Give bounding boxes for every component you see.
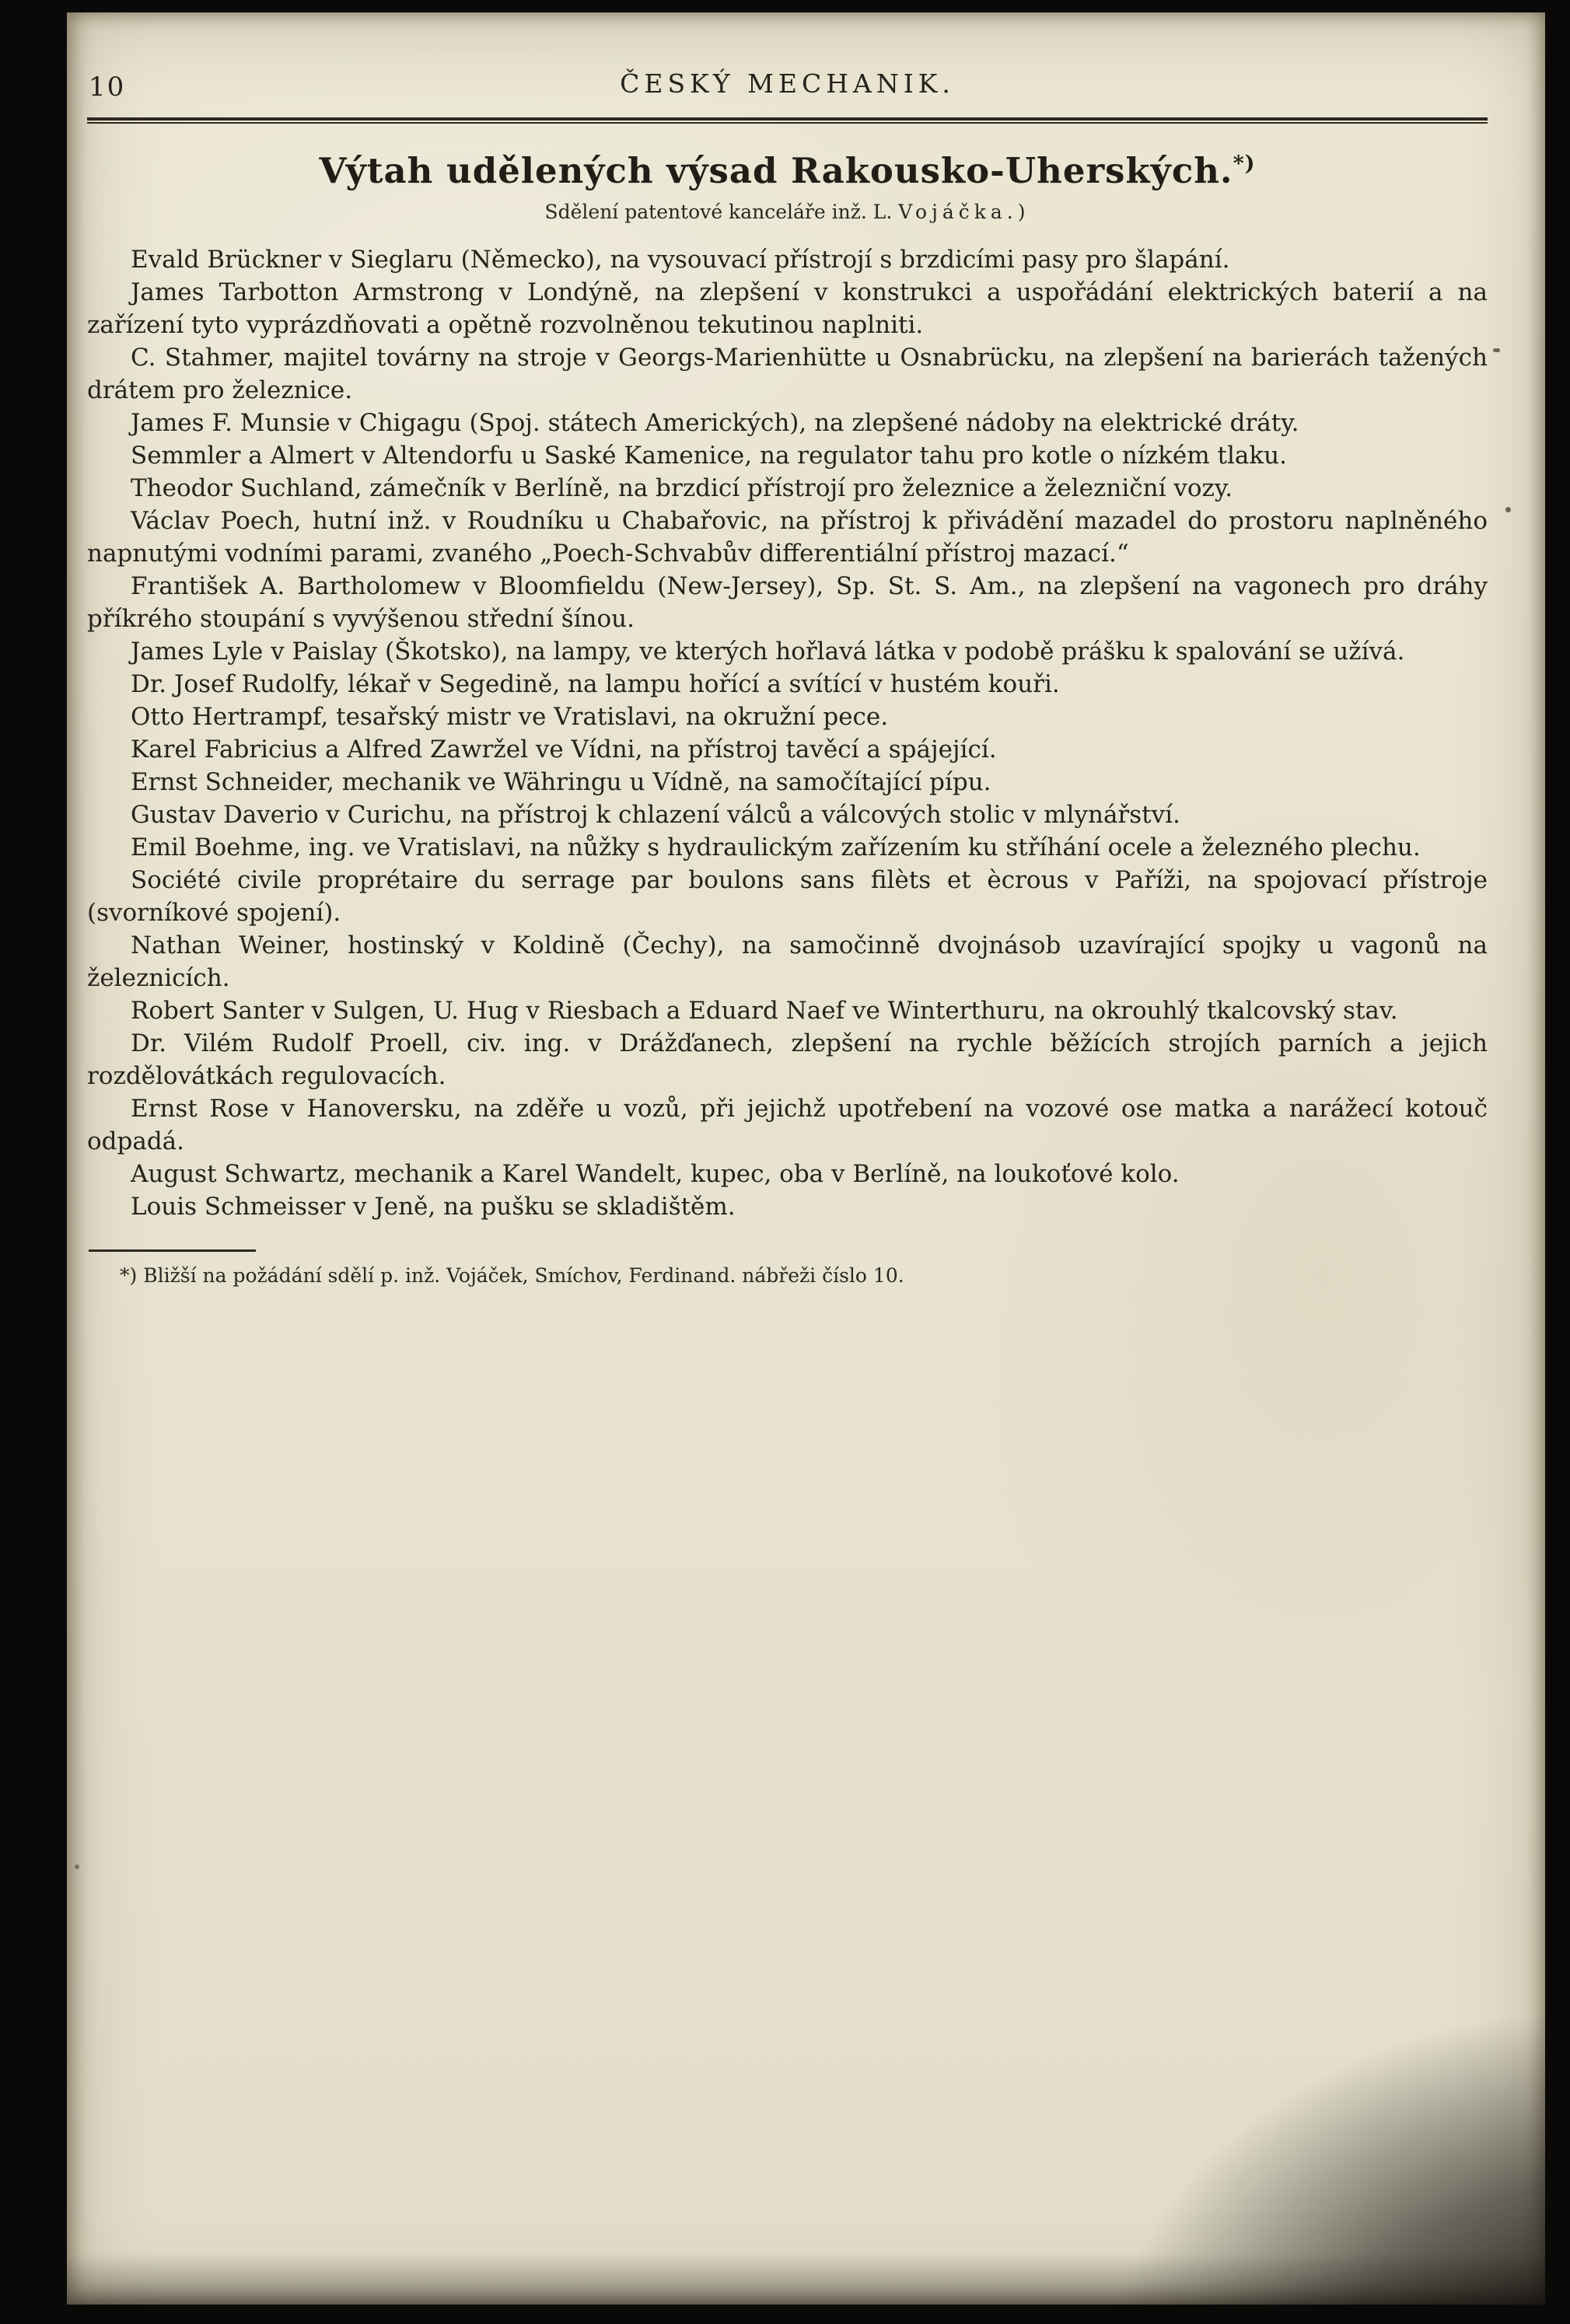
patent-entry: Evald Brückner v Sieglaru (Německo), na vysouvací přístrojí s brzdicími pasy pro šlapání. — [131, 246, 1230, 274]
patent-entry: Václav Poech, hutní inž. v Roudníku u Chabařovic, na přístroj k přivádění mazadel do prostoru naplněného napnutými vodními parami, zvaného „Poech-Schvabův differentiální přístroj mazací.“ — [87, 507, 1488, 568]
patent-entry: Louis Schmeisser v Jeně, na pušku se skladištěm. — [131, 1193, 736, 1221]
article-title-text: Výtah udělených výsad Rakousko-Uherských. — [319, 150, 1233, 191]
patent-entry: Dr. Josef Rudolfy, lékař v Segedině, na lampu hořící a svítící v hustém kouři. — [131, 670, 1060, 698]
page-number: 10 — [89, 72, 126, 103]
article-subtitle — [87, 201, 1488, 223]
footnote-marker: *) — [1233, 152, 1256, 176]
patent-entry: Theodor Suchland, zámečník v Berlíně, na brzdicí přístrojí pro železnice a železniční vozy. — [131, 474, 1233, 502]
patent-entry: Karel Fabricius a Alfred Zawržel ve Vídni, na přístroj tavěcí a spájející. — [131, 736, 997, 764]
header-rule — [87, 117, 1488, 124]
patent-entry: Société civile proprétaire du serrage par boulons sans filèts et ècrous v Paříži, na spojovací přístroje (svorníkové spojení). — [87, 866, 1488, 927]
patent-entry: James F. Munsie v Chigagu (Spoj. státech Amerických), na zlepšené nádoby na elektrické dráty. — [131, 409, 1299, 437]
article-body — [87, 243, 1488, 1223]
patent-entry: Gustav Daverio v Curichu, na přístroj k chlazení válců a válcových stolic v mlynářství. — [131, 801, 1180, 829]
patent-entry: František A. Bartholomew v Bloomfieldu (New-Jersey), Sp. St. S. Am., na zlepšení na vagonech pro dráhy příkrého stoupání s vyvýšenou střední šínou. — [87, 572, 1488, 633]
journal-title: ČESKÝ MECHANIK. — [620, 68, 955, 99]
patent-entry: Robert Santer v Sulgen, U. Hug v Riesbach a Eduard Naef ve Winterthuru, na okrouhlý tkalcovský stav. — [131, 997, 1398, 1025]
patent-entry: Ernst Schneider, mechanik ve Währingu u Vídně, na samočítající pípu. — [131, 768, 991, 796]
bottom-shadow — [67, 2253, 1545, 2305]
page-content — [67, 12, 1545, 1287]
subtitle-name: Vojáčka.) — [898, 201, 1030, 223]
patent-entry: James Lyle v Paislay (Škotsko), na lampy, ve kterých hořlavá látka v podobě prášku k spalování se užívá. — [131, 638, 1405, 666]
patent-entry: Ernst Rose v Hanoversku, na zděře u vozů, při jejichž upotřebení na vozové ose matka a narážecí kotouč odpadá. — [87, 1095, 1488, 1155]
patent-entry: C. Stahmer, majitel továrny na stroje v Georgs-Marienhütte u Osnabrücku, na zlepšení na barierách tažených drátem pro železnice. — [87, 344, 1488, 404]
patent-entry: Nathan Weiner, hostinský v Koldině (Čechy), na samočinně dvojnásob uzavírající spojky u vagonů na železnicích. — [87, 931, 1488, 992]
patent-entry: Emil Boehme, ing. ve Vratislavi, na nůžky s hydraulickým zařízením ku stříhání ocele a železného plechu. — [131, 833, 1421, 861]
journal-page — [67, 12, 1545, 2305]
scan-speck — [1505, 507, 1511, 512]
patent-entry: Semmler a Almert v Altendorfu u Saské Kamenice, na regulator tahu pro kotle o nízkém tlaku. — [131, 442, 1287, 470]
footnote-rule — [89, 1249, 256, 1252]
article-title — [87, 150, 1488, 191]
scan-speck — [75, 1864, 79, 1869]
subtitle-text: Sdělení patentové kanceláře inž. L. — [544, 201, 893, 223]
page-header — [87, 68, 1488, 106]
patent-entry: Otto Hertrampf, tesařský mistr ve Vratislavi, na okružní pece. — [131, 703, 889, 731]
footnote: *) Bližší na požádání sdělí p. inž. Vojáček, Smíchov, Ferdinand. nábřeži číslo 10. — [120, 1264, 904, 1287]
patent-entry: August Schwartz, mechanik a Karel Wandelt, kupec, oba v Berlíně, na loukoťové kolo. — [131, 1160, 1180, 1188]
patent-entry: James Tarbotton Armstrong v Londýně, na zlepšení v konstrukci a uspořádání elektrických baterií a na zařízení tyto vyprázdňovati a opětně rozvolněnou tekutinou naplniti. — [87, 278, 1488, 339]
scan-speck — [1493, 348, 1500, 352]
patent-entry: Dr. Vilém Rudolf Proell, civ. ing. v Drážďanech, zlepšení na rychle běžících strojích parních a jejich rozdělovátkách regulovacích. — [87, 1029, 1488, 1090]
corner-shadow — [1117, 2017, 1545, 2305]
